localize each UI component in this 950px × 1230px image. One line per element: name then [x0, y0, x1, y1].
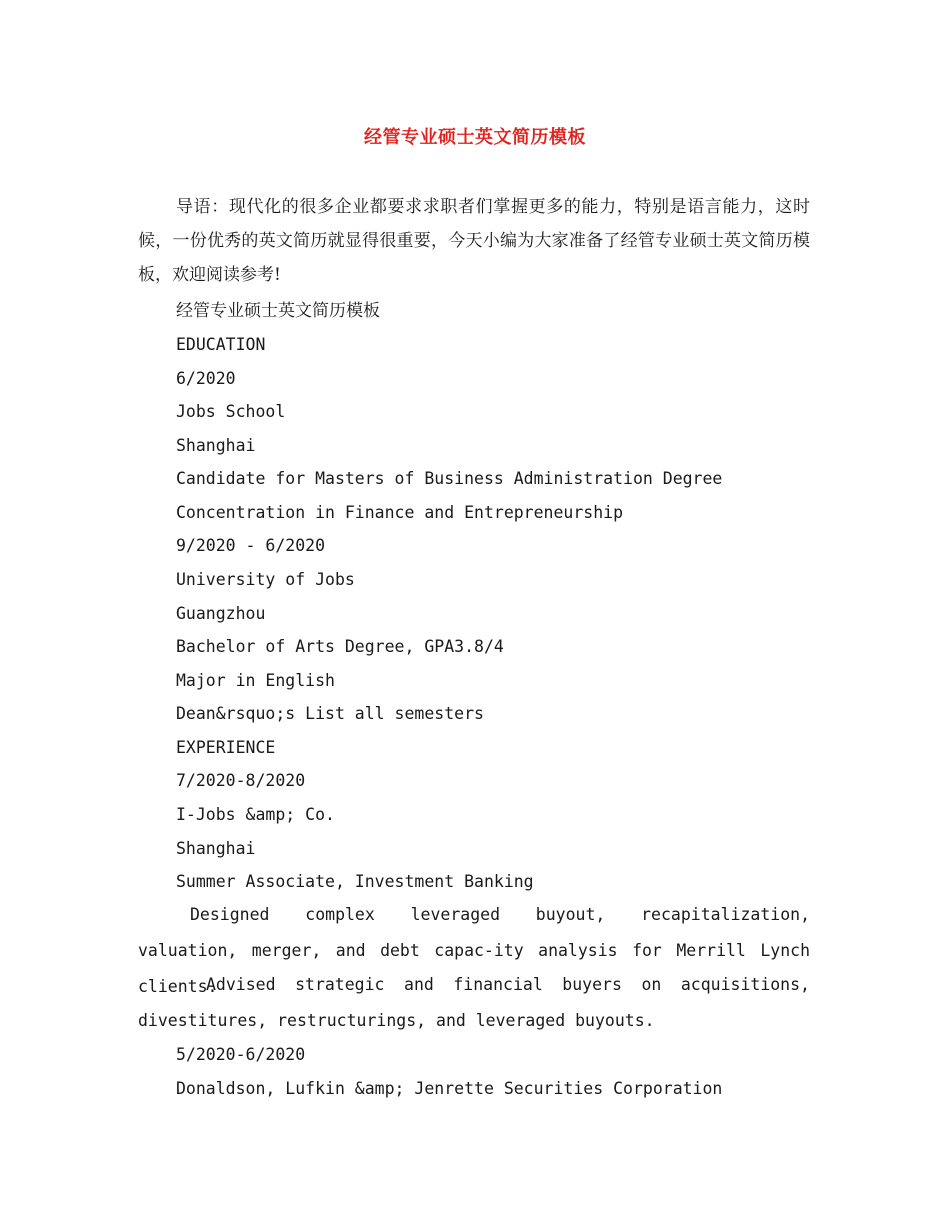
education-date: 9/2020 - 6/2020	[176, 536, 326, 555]
education-school: University of Jobs	[176, 570, 355, 589]
education-detail: Major in English	[176, 671, 335, 690]
experience-date: 7/2020-8/2020	[176, 771, 306, 790]
experience-bullet: Designed complex leveraged buyout, recapitalization, valuation, merger, and debt capac-ity analysis for Merrill Lynch clients.	[138, 905, 810, 996]
document-title: 经管专业硕士英文简历模板	[364, 127, 586, 148]
experience-heading: EXPERIENCE	[176, 738, 276, 757]
education-location: Guangzhou	[176, 604, 266, 623]
education-school: Jobs School	[176, 402, 286, 421]
education-degree: Bachelor of Arts Degree, GPA3.8/4	[176, 637, 504, 656]
resume-subtitle: 经管专业硕士英文简历模板	[176, 301, 380, 321]
education-date: 6/2020	[176, 369, 236, 388]
education-honor: Dean&rsquo;s List all semesters	[176, 704, 484, 723]
education-location: Shanghai	[176, 436, 256, 455]
experience-company: Donaldson, Lufkin &amp; Jenrette Securities Corporation	[176, 1079, 723, 1098]
experience-position: Summer Associate, Investment Banking	[176, 872, 534, 891]
experience-company: I-Jobs &amp; Co.	[176, 805, 335, 824]
experience-bullet: Advised strategic and financial buyers on acquisitions, divestitures, restructurings, and leveraged buyouts.	[138, 975, 810, 1030]
experience-location: Shanghai	[176, 839, 256, 858]
intro-paragraph: 导语：现代化的很多企业都要求求职者们掌握更多的能力，特别是语言能力，这时候，一份优秀的英文简历就显得很重要，今天小编为大家准备了经管专业硕士英文简历模板，欢迎阅读参考!	[138, 197, 810, 285]
education-detail: Concentration in Finance and Entrepreneurship	[176, 503, 624, 522]
experience-date: 5/2020-6/2020	[176, 1045, 306, 1064]
education-degree: Candidate for Masters of Business Administration Degree	[176, 469, 723, 488]
education-heading: EDUCATION	[176, 335, 266, 354]
